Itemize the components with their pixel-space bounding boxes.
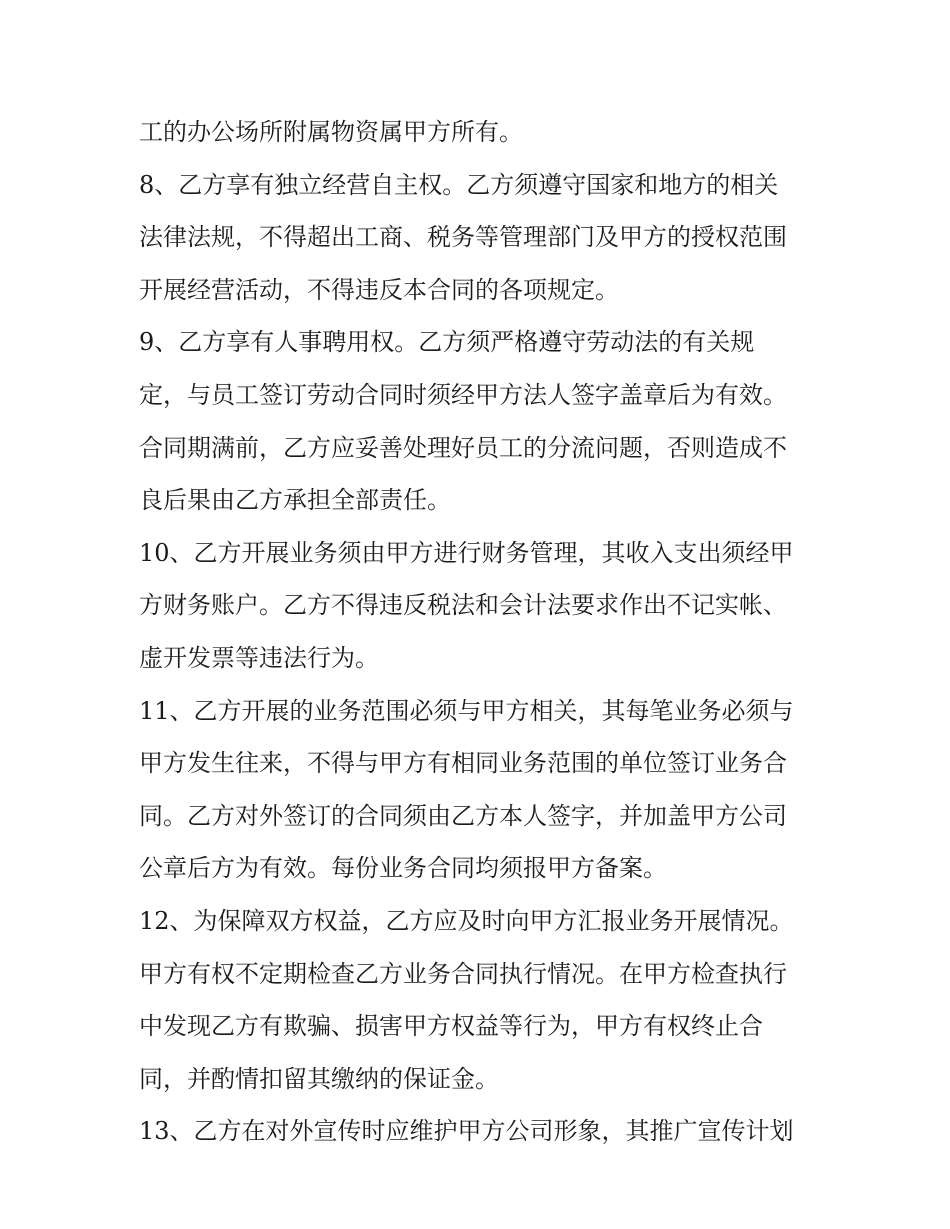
text-line: 13、乙方在对外宣传时应维护甲方公司形象，其推广宣传计划 [139, 1117, 794, 1146]
text-line: 10、乙方开展业务须由甲方进行财务管理，其收入支出须经甲 [139, 538, 794, 567]
text-line: 开展经营活动，不得违反本合同的各项规定。 [139, 275, 619, 304]
text-line: 12、为保障双方权益，乙方应及时向甲方汇报业务开展情况。 [139, 906, 794, 935]
text-line: 11、乙方开展的业务范围必须与甲方相关，其每笔业务必须与 [139, 696, 794, 725]
text-line: 定，与员工签订劳动合同时须经甲方法人签字盖章后为有效。 [139, 380, 787, 409]
text-line: 合同期满前，乙方应妥善处理好员工的分流问题，否则造成不 [139, 433, 787, 462]
text-line: 中发现乙方有欺骗、损害甲方权益等行为，甲方有权终止合 [139, 1012, 763, 1041]
text-line: 工的办公场所附属物资属甲方所有。 [139, 118, 523, 146]
text-line: 8、乙方享有独立经营自主权。乙方须遵守国家和地方的相关 [139, 170, 779, 199]
contract-text [139, 106, 829, 1158]
text-line: 同，并酌情扣留其缴纳的保证金。 [139, 1064, 499, 1093]
text-line: 甲方发生往来，不得与甲方有相同业务范围的单位签订业务合 [139, 749, 787, 778]
text-line: 法律法规，不得超出工商、税务等管理部门及甲方的授权范围 [139, 223, 787, 252]
text-line: 良后果由乙方承担全部责任。 [139, 486, 451, 515]
text-line: 公章后方为有效。每份业务合同均须报甲方备案。 [139, 854, 667, 883]
text-line: 甲方有权不定期检查乙方业务合同执行情况。在甲方检查执行 [139, 959, 787, 988]
text-line: 同。乙方对外签订的合同须由乙方本人签字，并加盖甲方公司 [139, 801, 787, 830]
text-line: 方财务账户。乙方不得违反税法和会计法要求作出不记实帐、 [139, 591, 787, 620]
text-line: 虚开发票等违法行为。 [139, 643, 379, 672]
text-line: 9、乙方享有人事聘用权。乙方须严格遵守劳动法的有关规 [139, 328, 755, 357]
